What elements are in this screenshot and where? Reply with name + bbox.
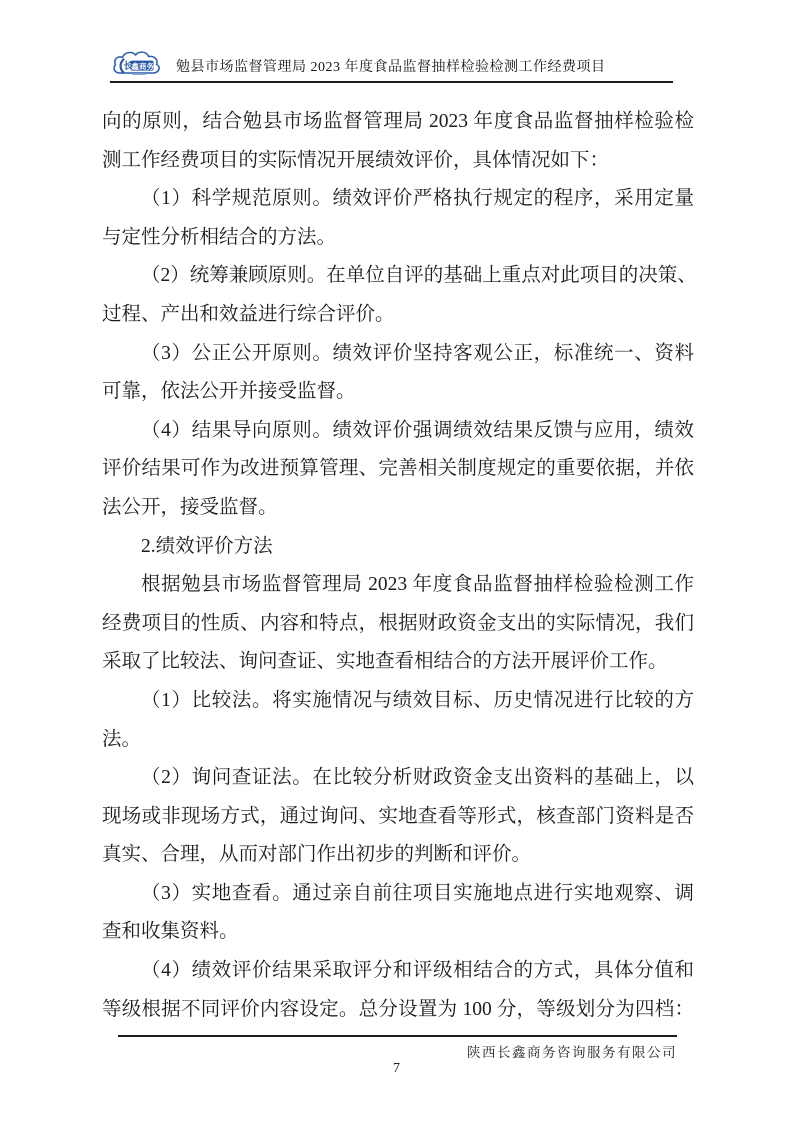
body-line: 真实、合理，从而对部门作出初步的判断和评价。 (102, 844, 532, 866)
page-header (110, 48, 673, 83)
header-title: 勉县市场监督管理局 2023 年度食品监督抽样检验检测工作经费项目 (176, 59, 606, 75)
body-line: 等级根据不同评价内容设定。总分设置为 100 分，等级划分为四档： (102, 998, 694, 1020)
body-line-section-heading: 2.绩效评价方法 (141, 535, 273, 557)
body-line: 与定性分析相结合的方法。 (102, 226, 337, 248)
body-line: （2）统筹兼顾原则。在单位自评的基础上重点对此项目的决策、 (141, 265, 697, 287)
logo-subtext-mark (132, 73, 146, 75)
logo-first-char: 长 (123, 61, 134, 73)
logo-rest-chars: 鑫商务 (131, 61, 155, 71)
body-line: （1）科学规范原则。绩效评价严格执行规定的程序，采用定量 (141, 188, 694, 210)
footer-company-name: 陕西长鑫商务咨询服务有限公司 (467, 1045, 677, 1060)
body-line: 过程、产出和效益进行综合评价。 (102, 303, 395, 325)
body-line: 法。 (102, 728, 142, 750)
body-line: （4）绩效评价结果采取评分和评级相结合的方式，具体分值和 (141, 960, 694, 982)
body-line: 现场或非现场方式，通过询问、实地查看等形式，核查部门资料是否 (102, 805, 694, 827)
body-line: （2）询问查证法。在比较分析财政资金支出资料的基础上，以 (141, 767, 694, 789)
body-line: 根据勉县市场监督管理局 2023 年度食品监督抽样检验检测工作 (141, 574, 694, 596)
body-line: 测工作经费项目的实际情况开展绩效评价，具体情况如下： (102, 149, 610, 171)
body-line: 可靠，依法公开并接受监督。 (102, 381, 356, 403)
body-line: 评价结果可作为改进预算管理、完善相关制度规定的重要依据，并依 (102, 458, 694, 480)
body-line: （1）比较法。将实施情况与绩效目标、历史情况进行比较的方 (141, 689, 694, 711)
page-footer (118, 1035, 677, 1061)
page-number: 7 (393, 1061, 400, 1076)
body-line: 采取了比较法、询问查证、实地查看相结合的方法开展评价工作。 (102, 651, 668, 673)
cloud-logo-icon (110, 48, 166, 78)
body-line: （3）实地查看。通过亲自前往项目实施地点进行实地观察、调 (141, 882, 694, 904)
body-line: 查和收集资料。 (102, 921, 239, 943)
body-line: （3）公正公开原则。绩效评价坚持客观公正，标准统一、资料 (141, 342, 694, 364)
document-body (102, 103, 697, 1029)
body-line: 经费项目的性质、内容和特点，根据财政资金支出的实际情况，我们 (102, 612, 694, 634)
body-line: 向的原则，结合勉县市场监督管理局 2023 年度食品监督抽样检验检 (102, 111, 694, 132)
body-line: 法公开，接受监督。 (102, 496, 278, 518)
body-line: （4）结果导向原则。绩效评价强调绩效结果反馈与应用，绩效 (141, 419, 694, 441)
